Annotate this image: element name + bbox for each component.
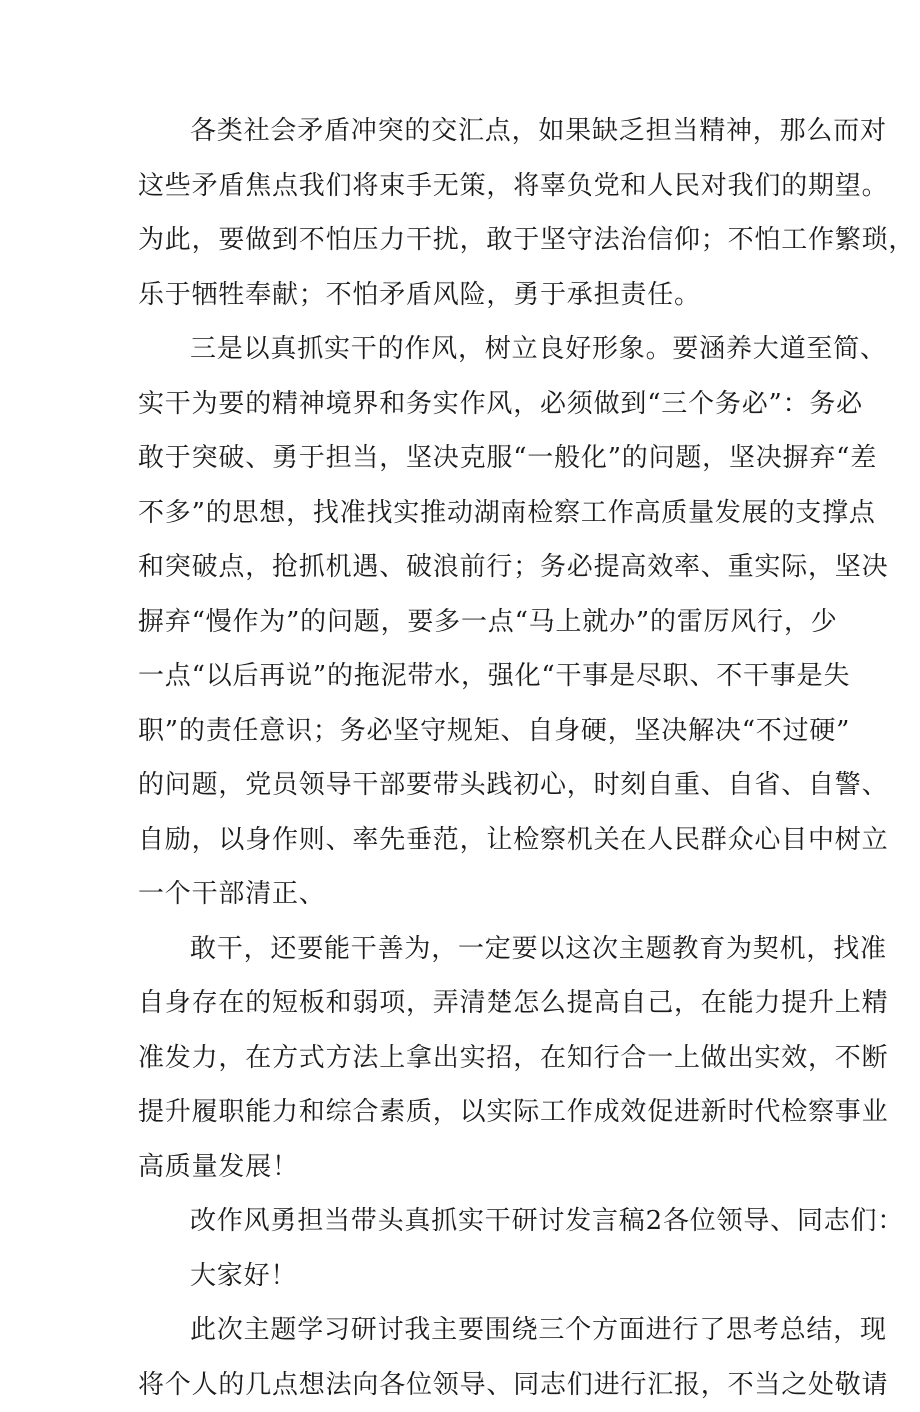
text-line: 敢干，还要能干善为，一定要以这次主题教育为契机，找准 [138, 922, 798, 977]
text-line: 此次主题学习研讨我主要围绕三个方面进行了思考总结，现 [138, 1303, 798, 1358]
text-line: 高质量发展！ [138, 1140, 798, 1195]
text-line: 摒弃“慢作为”的问题，要多一点“马上就办”的雷厉风行，少 [138, 595, 798, 650]
text-line: 乐于牺牲奉献；不怕矛盾风险，勇于承担责任。 [138, 268, 798, 323]
text-line: 为此，要做到不怕压力干扰，敢于坚守法治信仰；不怕工作繁琐， [138, 213, 798, 268]
text-line: 自身存在的短板和弱项，弄清楚怎么提高自己，在能力提升上精 [138, 976, 798, 1031]
text-line: 职”的责任意识；务必坚守规矩、自身硬，坚决解决“不过硬” [138, 704, 798, 759]
text-line: 准发力，在方式方法上拿出实招，在知行合一上做出实效，不断 [138, 1031, 798, 1086]
text-line: 一个干部清正、 [138, 867, 798, 922]
text-line: 改作风勇担当带头真抓实干研讨发言稿2各位领导、同志们： [138, 1194, 798, 1249]
text-line: 一点“以后再说”的拖泥带水，强化“干事是尽职、不干事是失 [138, 649, 798, 704]
document-body [138, 104, 798, 1412]
text-line: 的问题，党员领导干部要带头践初心，时刻自重、自省、自警、 [138, 758, 798, 813]
text-line: 提升履职能力和综合素质，以实际工作成效促进新时代检察事业 [138, 1085, 798, 1140]
text-line: 三是以真抓实干的作风，树立良好形象。要涵养大道至简、 [138, 322, 798, 377]
text-line: 各类社会矛盾冲突的交汇点，如果缺乏担当精神，那么而对 [138, 104, 798, 159]
text-line: 将个人的几点想法向各位领导、同志们进行汇报，不当之处敬请 [138, 1358, 798, 1412]
text-line: 和突破点，抢抓机遇、破浪前行；务必提高效率、重实际，坚决 [138, 540, 798, 595]
text-line: 这些矛盾焦点我们将束手无策，将辜负党和人民对我们的期望。 [138, 159, 798, 214]
text-line: 敢于突破、勇于担当，坚决克服“一般化”的问题，坚决摒弃“差 [138, 431, 798, 486]
text-line: 实干为要的精神境界和务实作风，必须做到“三个务必”：务必 [138, 377, 798, 432]
text-line: 大家好！ [138, 1249, 798, 1304]
text-line: 自励，以身作则、率先垂范，让检察机关在人民群众心目中树立 [138, 813, 798, 868]
text-line: 不多”的思想，找准找实推动湖南检察工作高质量发展的支撑点 [138, 486, 798, 541]
